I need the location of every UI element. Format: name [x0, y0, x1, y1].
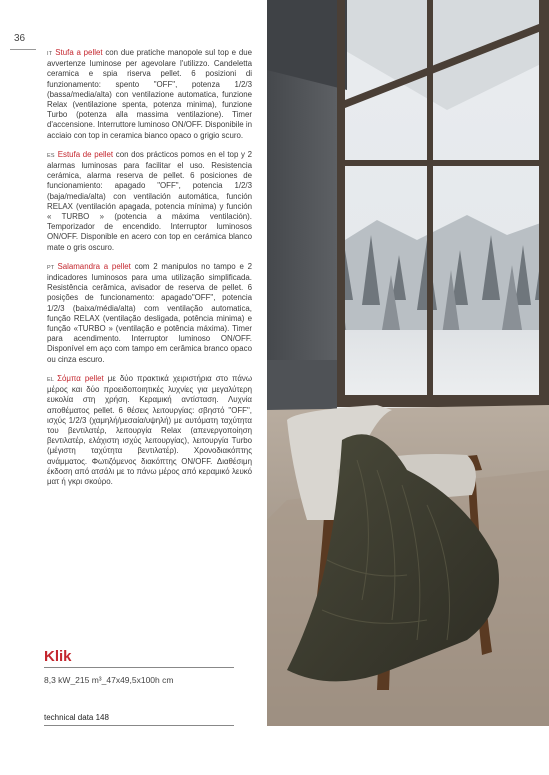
paragraph-it	[47, 48, 252, 141]
page-number-rule	[10, 49, 36, 50]
paragraph-el	[47, 374, 252, 487]
product-name: Estufa de pellet	[57, 149, 114, 159]
paragraph-es	[47, 150, 252, 253]
paragraph-body: con due pratiche manopole sul top e due avvertenze luminose per agevolare l'utilizzo. Candeletta ceramica e spia riserva pellet. 6 posizioni di funzionamento: spento "OFF", potenza 1/2/3 (bassa/media/alta) con ventilazione automatica, funzione Relax (ventilazione spenta, potenza minima), funzione Turbo (potenza alla massima ventilazione). Timer d'accensione. Interruttore luminoso ON/OFF. Disponibile in acciaio con top in ceramica bianco opaco o grigio scuro.	[47, 48, 253, 140]
interior-photo	[267, 0, 549, 726]
language-code: IT	[47, 51, 53, 57]
language-code: PT	[47, 264, 55, 271]
description-column	[47, 48, 252, 496]
product-name: Stufa a pellet	[55, 48, 103, 57]
product-name: Salamandra a pellet	[57, 261, 131, 271]
language-code: ES	[47, 152, 55, 159]
model-specs: 8,3 kW_215 m³_47x49,5x100h cm	[44, 675, 174, 685]
paragraph-pt	[47, 262, 252, 365]
technical-data-rule	[44, 725, 234, 726]
language-code: EL	[47, 376, 55, 383]
paragraph-body: με δύο πρακτικά χειριστήρια στο πάνω μέρος και δύο προειδοποιητικές λυχνίες για μεγαλύτερη ευκολία στη χρήση. Κεραμική αντίσταση. Λυχνία αποθέματος pellet. 6 θέσεις λειτουργίας: σβηστό "OFF", ισχύς 1/2/3 (χαμηλή/μεσαία/υψηλή) με αυτόματη ταχύτητα του βεντιλατέρ, λειτουργία Relax (απενεργοποίηση βεντιλατέρ, ελάχιστη ισχύς λειτουργίας), λειτουργία Turbo (μέγιστη ταχύτητα βεντιλατέρ). Χρονοδιακόπτης ανάμματος. Φωτιζόμενος διακόπτης ON/OFF. Διαθέσιμη έκδοση από ατσάλι με το πάνω μέρος από κεραμικό λευκό ματ ή γκρι σκούρο.	[47, 373, 252, 486]
technical-data-ref: technical data 148	[44, 713, 109, 722]
paragraph-body: con dos prácticos pomos en el top y 2 alarmas luminosas para facilitar el uso. Resistencia cerámica, alarma reserva de pellet. 6 posiciones de funcionamiento: apagado "OFF", potencia 1/2/3 (baja/media/alta) con ventilación automática, función RELAX (ventilación apagada, potencia mínima) y función « TURBO » (potencia a máxima ventilación). Temporizador de encendido. Interruptor luminosos ON/OFF. Disponible en acero con top en cerámica blanco mate o gris oscuro.	[47, 149, 252, 252]
paragraph-body: com 2 manipulos no tampo e 2 indicadores luminosos para uma utilização simplificada. Resistência cerâmica, avisador de reserva de pellet. 6 posições de funcionamento: apagado"OFF", potencia 1/2/3 (baixa/média/alta) com ventilação automatica, função RELAX (ventilação desligada, potência minima) e função «TURBO » (ventilação e potência máxima). Timer para acendimento. Interruptor luminoso ON/OFF. Disponível em aço com tampo em cerâmica branco opaco ou cinza escuro.	[47, 261, 252, 364]
model-name: Klik	[44, 648, 72, 665]
product-name: Σόμπα pellet	[57, 373, 104, 383]
page-number: 36	[14, 33, 26, 44]
model-rule	[44, 667, 234, 668]
